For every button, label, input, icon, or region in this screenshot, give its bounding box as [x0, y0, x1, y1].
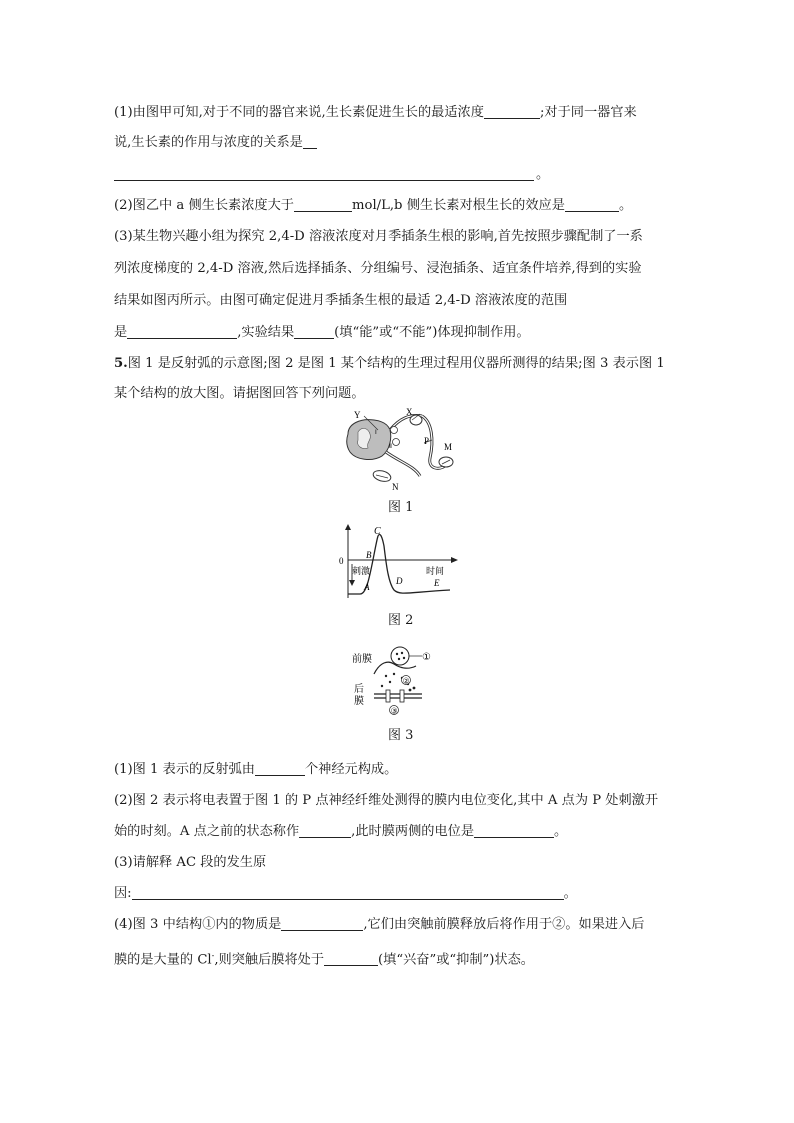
q5-s3-text-a: 因: — [114, 886, 132, 901]
fig3-label-2: ② — [402, 676, 410, 686]
q5-s2-text-c: 。 — [554, 824, 568, 839]
figure-2-potential-graph — [338, 522, 460, 602]
q4-p2-blank-2[interactable] — [565, 198, 619, 212]
fig2-label-c: C — [374, 526, 381, 537]
q4-p1-blank-2b[interactable] — [114, 180, 534, 181]
fig3-label-1: ① — [422, 652, 431, 663]
fig2-label-a: A — [364, 582, 370, 592]
fig1-label-n: N — [392, 482, 399, 492]
q4-p3-blank-2[interactable] — [294, 325, 334, 339]
q5-s4-line2 — [114, 947, 684, 969]
q4-p1-text-c: 说,生长素的作用与浓度的关系是 — [114, 135, 303, 150]
q5-s4-line1 — [114, 916, 684, 934]
fig3-caption: 图 3 — [388, 728, 414, 743]
q5-s1-blank[interactable] — [255, 762, 305, 776]
q4-p1-blank-2a[interactable] — [303, 135, 317, 149]
q5-s3-blank[interactable] — [132, 886, 564, 900]
q5-s1-text-a: (1)图 1 表示的反射弧由 — [114, 762, 255, 777]
q4-p3-text-c: (填“能”或“不能”)体现抑制作用。 — [334, 325, 530, 340]
fig2-caption: 图 2 — [388, 613, 414, 628]
q4-p1-line2 — [114, 134, 684, 152]
fig2-label-b: B — [366, 550, 372, 560]
fig2-label-zero: 0 — [339, 556, 344, 566]
fig3-receptor-left — [386, 690, 390, 702]
figure-3-synapse — [352, 640, 448, 720]
q5-s4-text-a: (4)图 3 中结构①内的物质是 — [114, 917, 282, 932]
q4-p1-text-a: (1)由图甲可知,对于不同的器官来说,生长素促进生长的最适浓度 — [114, 105, 484, 120]
fig1-label-p: P — [424, 436, 430, 446]
fig1-caption: 图 1 — [388, 500, 414, 515]
synapse-one — [391, 427, 398, 434]
q4-p2-blank-1[interactable] — [294, 198, 352, 212]
q5-s3-text-b: 。 — [563, 886, 577, 901]
q4-p3-text-a: 是 — [114, 325, 128, 340]
q4-p2-line — [114, 197, 684, 215]
q5-s4-superscript: - — [211, 951, 215, 960]
q4-p1-text-b: ;对于同一器官来 — [539, 105, 637, 120]
q4-p3-line2: 列浓度梯度的 2,4-D 溶液,然后选择插条、分组编号、浸泡插条、适宜条件培养,得到的实验 — [114, 261, 642, 276]
fig2-label-time: 时间 — [426, 567, 445, 577]
q4-p2-text-a: (2)图乙中 a 侧生长素浓度大于 — [114, 198, 294, 213]
q5-s2-blank-2[interactable] — [474, 824, 554, 838]
q4-p1-line1 — [114, 104, 684, 122]
q5-s2-text-b: ,此时膜两侧的电位是 — [351, 824, 475, 839]
synapse-two — [393, 439, 400, 446]
fig3-label-pre-membrane: 前膜 — [352, 654, 372, 665]
q5-s1-text-b: 个神经元构成。 — [304, 762, 398, 777]
effector-n — [372, 469, 392, 483]
fig3-receptor-right — [400, 690, 404, 702]
fig2-stimulus-arrow — [349, 580, 355, 586]
q5-s4-blank-1[interactable] — [281, 917, 363, 931]
q4-p1-period: 。 — [536, 167, 550, 182]
q5-s3-line1: (3)请解释 AC 段的发生原 — [114, 855, 267, 870]
fig3-label-post-1: 后 — [354, 684, 364, 695]
figure-1-reflex-arc — [338, 406, 458, 492]
fig1-label-one: Ⅰ — [375, 430, 377, 436]
q4-p3-line4 — [114, 324, 684, 342]
q5-s4-text-b: ,它们由突触前膜释放后将作用于②。如果进入后 — [363, 917, 645, 932]
q5-s1-line — [114, 761, 684, 779]
q5-s4-text-e: (填“兴奋”或“抑制”)状态。 — [378, 952, 534, 968]
q5-s2-line2 — [114, 823, 684, 841]
q5-s4-text-c: 膜的是大量的 Cl — [114, 952, 212, 968]
receptor-m — [439, 457, 453, 467]
q5-s4-text-d: ,则突触后膜将处于 — [214, 952, 325, 968]
q4-p3-text-b: ,实验结果 — [237, 325, 295, 340]
fig2-label-e: E — [434, 578, 440, 588]
fig1-label-y: Y — [354, 410, 361, 420]
q5-intro-line2: 某个结构的放大图。请据图回答下列问题。 — [114, 386, 365, 401]
q4-p3-line1: (3)某生物兴趣小组为探究 2,4-D 溶液浓度对月季插条生根的影响,首先按照步骤配制了一系 — [114, 229, 643, 244]
q5-s4-blank-2[interactable] — [324, 952, 378, 966]
q5-intro-line1 — [114, 355, 684, 373]
q5-s3-line2 — [114, 885, 684, 903]
fig2-label-stimulus: 刺激 — [352, 567, 371, 577]
q4-p1-blank-1[interactable] — [484, 105, 540, 119]
fig2-label-d: D — [396, 576, 403, 586]
q5-s2-blank-1[interactable] — [299, 824, 351, 838]
q5-number: 5. — [114, 356, 128, 371]
q4-p3-line3: 结果如图丙所示。由图可确定促进月季插条生根的最适 2,4-D 溶液浓度的范围 — [114, 293, 568, 308]
q5-intro-text-a: 图 1 是反射弧的示意图;图 2 是图 1 某个结构的生理过程用仪器所测得的结果;图 3 表示图 1 — [127, 356, 665, 371]
q4-p2-text-c: 。 — [618, 198, 633, 213]
fig3-label-post-2: 膜 — [354, 696, 364, 707]
q4-p2-text-b: mol/L,b 侧生长素对根生长的效应是 — [352, 198, 565, 213]
fig3-label-3: ③ — [390, 706, 398, 716]
q5-s2-line1: (2)图 2 表示将电表置于图 1 的 P 点神经纤维处测得的膜内电位变化,其中 A 点为 P 处刺激开 — [114, 793, 659, 808]
fig1-label-two: Ⅱ — [389, 444, 392, 450]
fig1-label-m: M — [444, 442, 453, 452]
fig1-label-x: X — [406, 407, 413, 417]
spinal-cord-section — [347, 420, 391, 460]
q4-p3-blank-1[interactable] — [127, 325, 237, 339]
fig3-vesicle — [391, 647, 409, 665]
q5-s2-text-a: 始的时刻。A 点之前的状态称作 — [114, 824, 300, 839]
